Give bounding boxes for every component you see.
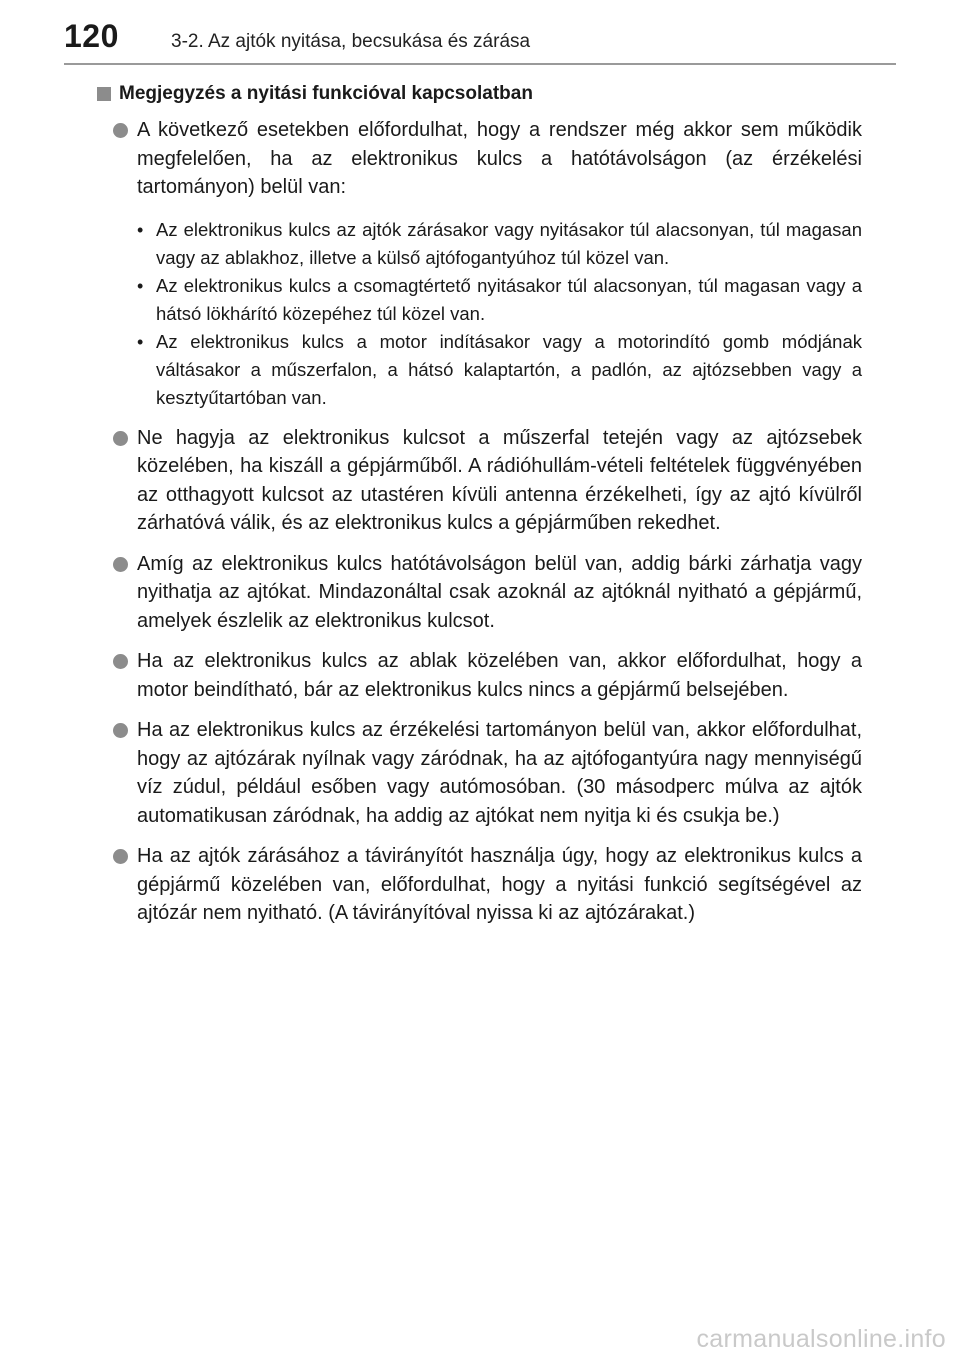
header-divider	[64, 63, 896, 65]
list-item	[97, 424, 862, 538]
circle-bullet-icon	[113, 654, 128, 669]
section-heading-text: Megjegyzés a nyitási funkcióval kapcsolatban	[119, 83, 533, 104]
list-item	[97, 716, 862, 830]
sub-list	[137, 216, 862, 412]
square-icon	[97, 87, 111, 101]
list-item	[97, 647, 862, 704]
list-item-text: Ha az ajtók zárásához a távirányítót használja úgy, hogy az elektronikus kulcs a gépjármű közelében van, előfordulhat, hogy a nyitási funkció segítségével az ajtózár nem nyitható. (A távirányítóval nyissa ki az ajtózárakat.)	[137, 845, 862, 924]
watermark: carmanualsonline.info	[696, 1325, 946, 1353]
sub-list-item	[137, 272, 862, 328]
list-item	[97, 550, 862, 636]
page-header	[0, 0, 960, 68]
sub-list-item-text: Az elektronikus kulcs a csomagtértető nyitásakor túl alacsonyan, túl magasan vagy a hátsó lökhárító közepéhez túl közel van.	[156, 274, 862, 324]
list-item-text: Ha az elektronikus kulcs az ablak közelében van, akkor előfordulhat, hogy a motor beindítható, bár az elektronikus kulcs nincs a gépjármű belsejében.	[137, 650, 862, 701]
bullet-dot-icon: •	[137, 331, 144, 352]
circle-bullet-icon	[113, 431, 128, 446]
circle-bullet-icon	[113, 723, 128, 738]
sub-list-item	[137, 216, 862, 272]
bullet-dot-icon: •	[137, 219, 144, 240]
circle-bullet-icon	[113, 849, 128, 864]
circle-bullet-icon	[113, 123, 128, 138]
chapter-title: 3-2. Az ajtók nyitása, becsukása és zárása	[171, 31, 531, 52]
list-item	[97, 116, 862, 412]
list-item-text: Ha az elektronikus kulcs az érzékelési tartományon belül van, akkor előfordulhat, hogy az ajtózárak nyílnak vagy záródnak, ha az ajtófogantyúra nagy mennyiségű víz zúdul, például esőben vagy autómosóban. (30 másodperc múlva az ajtók automatikusan záródnak, ha addig az ajtókat nem nyitja ki és csukja be.)	[137, 719, 862, 827]
bullet-dot-icon: •	[137, 275, 144, 296]
page-number: 120	[64, 18, 119, 54]
section-heading	[97, 80, 862, 108]
list-item	[97, 842, 862, 928]
list-item-text: Ne hagyja az elektronikus kulcsot a műszerfal tetején vagy az ajtózsebek közelében, ha kiszáll a gépjárműből. A rádióhullám-vételi feltételek függvényében az otthagyott kulcsot az utastéren kívüli antenna érzékelheti, így az ajtó kívülről zárhatóvá válik, és az elektronikus kulcs a gépjárműben rekedhet.	[137, 426, 862, 534]
list-item-text: Amíg az elektronikus kulcs hatótávolságon belül van, addig bárki zárhatja vagy nyithatja az ajtókat. Mindazonáltal csak azoknál az ajtóknál nyitható a gépjármű, amelyek észlelik az elektronikus kulcsot.	[137, 552, 862, 632]
page-content	[97, 80, 862, 940]
sub-list-item	[137, 328, 862, 412]
sub-list-item-text: Az elektronikus kulcs az ajtók zárásakor vagy nyitásakor túl alacsonyan, túl magasan vagy az ablakhoz, illetve a külső ajtófogantyúhoz túl közel van.	[156, 218, 862, 268]
circle-bullet-icon	[113, 557, 128, 572]
list-item-text: A következő esetekben előfordulhat, hogy a rendszer még akkor sem működik megfelelően, ha az elektronikus kulcs a hatótávolságon (az érzékelési tartományon) belül van:	[137, 119, 862, 198]
sub-list-item-text: Az elektronikus kulcs a motor indításakor vagy a motorindító gomb módjának váltásakor a műszerfalon, a hátsó kalaptartón, a padlón, az ajtózsebben vagy a kesztyűtartóban van.	[156, 330, 862, 408]
